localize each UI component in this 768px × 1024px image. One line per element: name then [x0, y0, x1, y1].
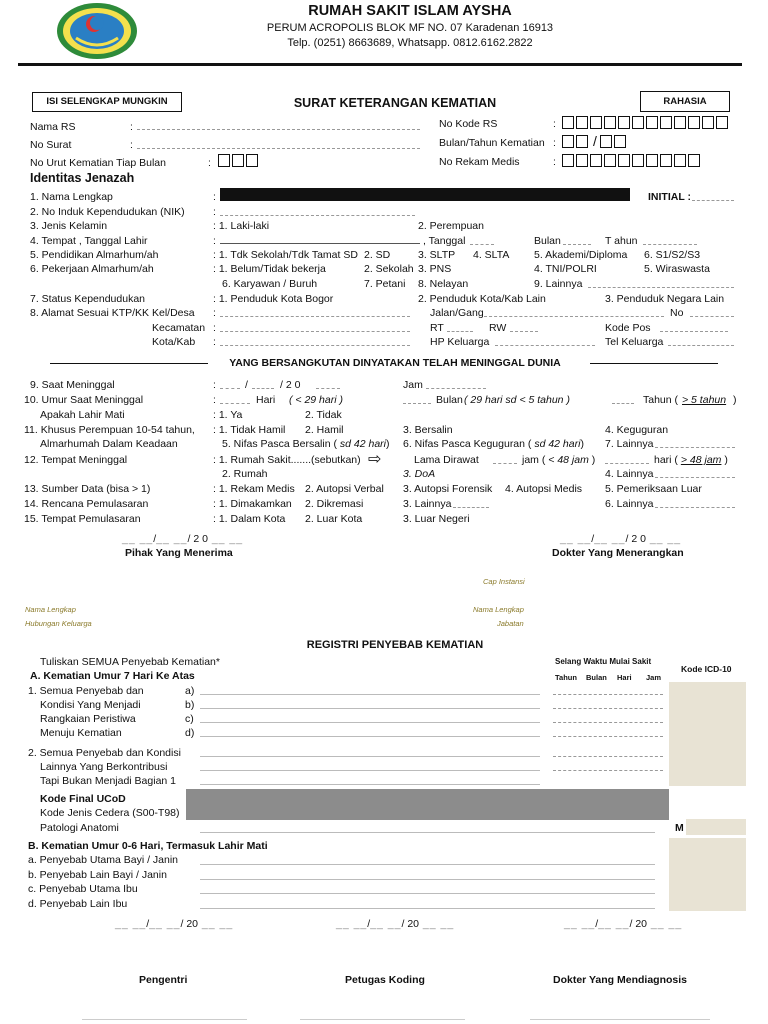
hari-dirawat-label: hari ( > 48 jam )	[654, 454, 728, 466]
row-khusus-perempuan-2: Almarhumah Dalam Keadaan	[40, 438, 178, 450]
kode-pos-field[interactable]	[660, 322, 728, 332]
b-b-label: b. Penyebab Lain Bayi / Janin	[28, 869, 167, 881]
bulan-tahun-boxes[interactable]: /	[562, 135, 628, 148]
bulan-label: Bulan	[534, 235, 561, 247]
lama-dirawat-label: Lama Dirawat	[414, 454, 479, 466]
jalan-field[interactable]	[484, 307, 664, 317]
rencana-option-6[interactable]: 6. Lainnya	[605, 498, 654, 510]
colon: :	[213, 394, 216, 406]
kel-desa-field[interactable]	[220, 307, 410, 317]
row-tempat-meninggal: 12. Tempat Meninggal	[24, 454, 128, 466]
jam-dirawat-label: jam ( < 48 jam )	[522, 454, 596, 466]
rahasia-label: RAHASIA	[640, 91, 730, 112]
row-alamat: 8. Alamat Sesuai KTP/KK	[30, 307, 150, 319]
no-kode-rs-label: No Kode RS	[439, 118, 498, 130]
rencana-option-1[interactable]: : 1. Dimakamkan	[213, 498, 292, 510]
tanggal-label: , Tanggal	[423, 235, 466, 247]
nik-field[interactable]	[220, 206, 415, 216]
row-tempat-lahir: 4. Tempat , Tanggal Lahir	[30, 235, 148, 247]
jam-label: Jam	[403, 379, 423, 391]
hospital-address: PERUM ACROPOLIS BLOK MF NO. 07 Karadenan 16913	[266, 22, 554, 34]
colon: :	[130, 139, 133, 151]
tempat-option-3[interactable]: 3. DoA	[403, 468, 436, 480]
b-d-field[interactable]	[200, 897, 655, 909]
bulan-umur-label: Bulan	[436, 394, 463, 406]
row-nama-lengkap: 1. Nama Lengkap	[30, 191, 113, 203]
b-a-label: a. Penyebab Utama Bayi / Janin	[28, 854, 179, 866]
pihak-menerima: Pihak Yang Menerima	[125, 547, 233, 559]
tahun-label: T ahun	[605, 235, 638, 247]
rencana-other-field[interactable]	[453, 498, 489, 508]
row-jenis-kelamin: 3. Jenis Kelamin	[30, 220, 108, 232]
no-urut-boxes[interactable]	[218, 154, 260, 167]
job-option-2[interactable]: 2. Sekolah	[364, 263, 414, 275]
edu-option-2[interactable]: 2. SD	[364, 249, 391, 261]
a1-label-3: Rangkaian Peristiwa	[40, 713, 136, 725]
death-section-title: YANG BERSANGKUTAN DINYATAKAN TELAH MENINGGAL DUNIA	[229, 357, 561, 369]
row-tempat-pemulasaran: 15. Tempat Pemulasaran	[24, 513, 141, 525]
tgl-meninggal-field[interactable]	[220, 379, 240, 389]
hari-dirawat-field[interactable]	[605, 454, 649, 464]
colon: :	[213, 379, 216, 391]
kondisi-option-3[interactable]: 3. Bersalin	[403, 424, 453, 436]
colon: :	[213, 322, 216, 334]
patologi-label: Patologi Anatomi	[40, 822, 119, 834]
lahir-mati-tidak[interactable]: 2. Tidak	[305, 409, 342, 421]
cause-b-label: b)	[185, 699, 195, 711]
tahun-field[interactable]	[643, 235, 697, 245]
rt-label: RT	[430, 322, 444, 334]
kode-final-label: Kode Final UCoD	[40, 793, 126, 805]
bulan-tahun-label: Bulan/Tahun Kematian	[439, 137, 545, 149]
row-rencana: 14. Rencana Pemulasaran	[24, 498, 149, 510]
edu-option-6[interactable]: 6. S1/S2/S3	[644, 249, 701, 261]
kota-kab-field[interactable]	[220, 336, 410, 346]
no-urut-label: No Urut Kematian Tiap Bulan	[30, 157, 166, 169]
selang-waktu: Selang Waktu Mulai Sakit	[555, 657, 652, 666]
jalan-label: Jalan/Gang	[430, 307, 484, 319]
cause-d-field[interactable]	[200, 725, 540, 737]
edu-option-3[interactable]: 3. SLTP	[418, 249, 456, 261]
no-kode-rs-boxes[interactable]	[562, 116, 730, 129]
date-pengentri[interactable]: __ __/__ __/ 20 __ __	[115, 918, 234, 930]
colon: :	[213, 206, 216, 218]
kota-kab-label: Kota/Kab	[152, 336, 196, 348]
kondisi-other-field[interactable]	[655, 438, 735, 448]
sumber-option-3[interactable]: 3. Autopsi Forensik	[403, 483, 493, 495]
row-nik: 2. No Induk Kependudukan (NIK)	[30, 206, 185, 218]
registry-title: REGISTRI PENYEBAB KEMATIAN	[306, 639, 484, 651]
initial-field[interactable]	[692, 191, 734, 201]
a2-label: 2. Semua Penyebab dan Kondisi	[28, 747, 181, 759]
tempat-other-field[interactable]	[655, 468, 735, 478]
kode-jenis-label: Kode Jenis Cedera (S00-T98)	[40, 807, 180, 819]
cap-instansi: Cap Instansi	[483, 577, 525, 586]
col-bulan: Bulan	[586, 673, 607, 682]
kode-pos-label: Kode Pos	[605, 322, 651, 334]
rencana-option-2[interactable]: 2. Dikremasi	[305, 498, 364, 510]
section-line-right	[590, 363, 718, 364]
header-divider	[18, 63, 742, 66]
cause-a-field[interactable]	[200, 683, 540, 695]
status-option-3[interactable]: 3. Penduduk Negara Lain	[605, 293, 725, 305]
kontribusi-field-3[interactable]	[200, 773, 540, 785]
rw-field[interactable]	[510, 322, 538, 332]
kondisi-option-4[interactable]: 4. Keguguran	[605, 424, 669, 436]
b-d-label: d. Penyebab Lain Ibu	[28, 898, 128, 910]
pemulasaran-option-2[interactable]: 2. Luar Kota	[305, 513, 363, 525]
bln-meninggal-field[interactable]	[252, 379, 274, 389]
job-option-7[interactable]: 7. Petani	[364, 278, 406, 290]
date-petugas[interactable]: __ __/__ __/ 20 __ __	[336, 918, 455, 930]
a2-label-2: Lainnya Yang Berkontribusi	[40, 761, 168, 773]
tel-keluarga-field[interactable]	[668, 336, 734, 346]
kontribusi-field-1[interactable]	[200, 745, 540, 757]
jam-dirawat-field[interactable]	[493, 454, 517, 464]
tempat-lahir-field[interactable]	[220, 234, 420, 244]
redacted-name-bar	[220, 188, 630, 201]
pengentri-label: Pengentri	[139, 974, 188, 986]
no-label: No	[670, 307, 684, 319]
a1-label: 1. Semua Penyebab dan	[28, 685, 144, 697]
hospital-logo	[56, 2, 138, 60]
col-tahun: Tahun	[555, 673, 577, 682]
section-line-left	[50, 363, 208, 364]
cause-c-field[interactable]	[200, 711, 540, 723]
a1-label-2: Kondisi Yang Menjadi	[40, 699, 141, 711]
morphology-m: M	[675, 822, 684, 834]
row-saat-meninggal: 9. Saat Meninggal	[30, 379, 115, 391]
identitas-heading: Identitas Jenazah	[30, 171, 135, 185]
job-option-3[interactable]: 3. PNS	[418, 263, 452, 275]
status-option-2[interactable]: 2. Penduduk Kota/Kab Lain	[418, 293, 546, 305]
hari-label: Hari	[256, 394, 276, 406]
date-dokter[interactable]: __ __/__ __/ 20 __ __	[564, 918, 683, 930]
sign-line-dokter[interactable]	[530, 1010, 710, 1020]
tanggal-field[interactable]	[470, 235, 494, 245]
kondisi-option-7[interactable]: 7. Lainnya	[605, 438, 654, 450]
arrow-icon: ⇨	[368, 451, 382, 468]
kode-icd-header: Kode ICD-10	[681, 664, 732, 674]
tel-keluarga-label: Tel Keluarga	[605, 336, 664, 348]
sumber-option-5[interactable]: 5. Pemeriksaan Luar	[605, 483, 702, 495]
tahun-umur-label: Tahun (	[643, 394, 679, 406]
patologi-code-box-fill	[686, 819, 746, 835]
section-b-title: B. Kematian Umur 0-6 Hari, Termasuk Lahir Mati	[28, 840, 268, 852]
rt-field[interactable]	[447, 322, 473, 332]
thn-meninggal-field[interactable]	[316, 379, 340, 389]
form-title: SURAT KETERANGAN KEMATIAN	[293, 96, 497, 110]
no-rekam-label: No Rekam Medis	[439, 156, 520, 168]
kondisi-option-1[interactable]: : 1. Tidak Hamil	[213, 424, 286, 436]
cause-b-field[interactable]	[200, 697, 540, 709]
kecamatan-label: Kecamatan	[152, 322, 206, 334]
nama-rs-label: Nama RS	[30, 121, 76, 133]
nama-rs-field[interactable]	[137, 120, 420, 130]
edu-option-1[interactable]: : 1. Tdk Sekolah/Tdk Tamat SD	[213, 249, 358, 261]
job-option-6[interactable]: 6. Karyawan / Buruh	[222, 278, 318, 290]
slash: /	[245, 379, 248, 391]
selang-a[interactable]	[553, 683, 663, 695]
sign-line-pengentri[interactable]	[82, 1010, 247, 1020]
colon: :	[213, 336, 216, 348]
job-option-1[interactable]: : 1. Belum/Tidak bekerja	[213, 263, 326, 275]
tempat-option-1[interactable]: : 1. Rumah Sakit.......(sebutkan)	[213, 454, 361, 466]
nama-lengkap-left: Nama Lengkap	[25, 605, 76, 614]
tempat-option-4[interactable]: 4. Lainnya	[605, 468, 654, 480]
cause-a-label: a)	[185, 685, 195, 697]
a2-label-3: Tapi Bukan Menjadi Bagian 1	[40, 775, 177, 787]
kecamatan-field[interactable]	[220, 322, 410, 332]
sumber-option-4[interactable]: 4. Autopsi Medis	[505, 483, 583, 495]
no-field[interactable]	[690, 307, 734, 317]
tahun-prefix: / 2 0	[280, 379, 301, 391]
edu-option-5[interactable]: 5. Akademi/Diploma	[534, 249, 628, 261]
b-a-field[interactable]	[200, 853, 655, 865]
initial-label: INITIAL :	[648, 191, 691, 203]
option-laki-laki[interactable]: : 1. Laki-laki	[213, 220, 270, 232]
row-pekerjaan: 6. Pekerjaan Almarhum/ah	[30, 263, 154, 275]
lahir-mati-ya[interactable]: : 1. Ya	[213, 409, 243, 421]
pemulasaran-option-3[interactable]: 3. Luar Negeri	[403, 513, 470, 525]
pemulasaran-option-1[interactable]: : 1. Dalam Kota	[213, 513, 286, 525]
hari-field[interactable]	[220, 394, 250, 404]
kondisi-option-6[interactable]: 6. Nifas Pasca Keguguran ( sd 42 hari)	[403, 438, 584, 450]
cause-d-label: d)	[185, 727, 195, 739]
b-c-label: c. Penyebab Utama Ibu	[28, 883, 138, 895]
job-option-9[interactable]: 9. Lainnya	[534, 278, 583, 290]
rw-label: RW	[489, 322, 507, 334]
option-perempuan[interactable]: 2. Perempuan	[418, 220, 484, 232]
jabatan: Jabatan	[497, 619, 524, 628]
status-option-1[interactable]: : 1. Penduduk Kota Bogor	[213, 293, 334, 305]
kondisi-option-2[interactable]: 2. Hamil	[305, 424, 344, 436]
kontribusi-field-2[interactable]	[200, 759, 540, 771]
kel-desa-label: Kel/Desa	[152, 307, 195, 319]
colon: :	[553, 118, 556, 130]
job-option-8[interactable]: 8. Nelayan	[418, 278, 469, 290]
col-hari: Hari	[617, 673, 632, 682]
no-surat-field[interactable]	[137, 139, 420, 149]
nama-lengkap-right: Nama Lengkap	[473, 605, 524, 614]
row-status: 7. Status Kependudukan	[30, 293, 146, 305]
bulan-umur-note: ( 29 hari sd < 5 tahun )	[464, 394, 570, 406]
hp-keluarga-field[interactable]	[495, 336, 595, 346]
dokter-mendiagnosis-label: Dokter Yang Mendiagnosis	[553, 974, 688, 986]
bulan-field[interactable]	[563, 235, 591, 245]
sign-line-petugas[interactable]	[300, 1010, 465, 1020]
no-rekam-boxes[interactable]	[562, 154, 702, 167]
tuliskan-label: Tuliskan SEMUA Penyebab Kematian*	[40, 656, 220, 668]
colon: :	[553, 137, 556, 149]
bulan-umur-field[interactable]	[403, 394, 431, 404]
cause-c-label: c)	[185, 713, 194, 725]
tahun-umur-note: > 5 tahun	[682, 394, 727, 406]
no-surat-label: No Surat	[30, 139, 72, 151]
petugas-koding-label: Petugas Koding	[345, 974, 425, 986]
icd-code-box-b[interactable]	[669, 838, 746, 911]
hari-note: ( < 29 hari )	[289, 394, 343, 406]
b-c-field[interactable]	[200, 882, 655, 894]
row-sumber-data: 13. Sumber Data (bisa > 1)	[24, 483, 151, 495]
lahir-mati-label: Apakah Lahir Mati	[40, 409, 125, 421]
colon: :	[208, 157, 211, 169]
row-pendidikan: 5. Pendidikan Almarhum/ah	[30, 249, 159, 261]
selang-f[interactable]	[553, 759, 663, 771]
selang-b[interactable]	[553, 697, 663, 709]
kode-final-box[interactable]	[186, 789, 669, 820]
hubungan-keluarga: Hubungan Keluarga	[25, 619, 92, 628]
hospital-contact: Telp. (0251) 8663689, Whatsapp. 0812.6162.2822	[287, 37, 533, 49]
job-other-field[interactable]	[588, 278, 734, 288]
rencana-other-field-2[interactable]	[655, 498, 735, 508]
tempat-option-2[interactable]: 2. Rumah	[222, 468, 268, 480]
col-jam: Jam	[646, 673, 662, 682]
tahun-umur-field[interactable]	[612, 394, 634, 404]
patologi-field[interactable]	[200, 821, 655, 833]
edu-option-4[interactable]: 4. SLTA	[473, 249, 510, 261]
isi-selengkap-label: ISI SELENGKAP MUNGKIN	[32, 92, 182, 112]
job-option-5[interactable]: 5. Wiraswasta	[644, 263, 710, 275]
colon: :	[213, 235, 216, 247]
selang-e[interactable]	[553, 745, 663, 757]
rencana-option-3[interactable]: 3. Lainnya	[403, 498, 452, 510]
sign-date-right[interactable]: __ __/__ __/ 2 0 __ __	[560, 533, 682, 545]
paren-close: )	[733, 394, 737, 406]
sumber-option-2[interactable]: 2. Autopsi Verbal	[305, 483, 384, 495]
colon: :	[553, 156, 556, 168]
selang-d[interactable]	[553, 725, 663, 737]
row-khusus-perempuan: 11. Khusus Perempuan 10-54 tahun,	[24, 424, 195, 436]
hp-keluarga-label: HP Keluarga	[430, 336, 490, 348]
sumber-option-1[interactable]: : 1. Rekam Medis	[213, 483, 295, 495]
colon: :	[213, 191, 216, 203]
icd-code-box-a[interactable]	[669, 682, 746, 786]
sign-date-left[interactable]: __ __/__ __/ 2 0 __ __	[122, 533, 244, 545]
section-a-title: A. Kematian Umur 7 Hari Ke Atas	[30, 670, 195, 682]
a1-label-4: Menuju Kematian	[40, 727, 122, 739]
dokter-menerangkan: Dokter Yang Menerangkan	[552, 547, 684, 559]
jam-field[interactable]	[426, 379, 486, 389]
colon: :	[213, 307, 216, 319]
colon: :	[130, 121, 133, 133]
hospital-name: RUMAH SAKIT ISLAM AYSHA	[308, 3, 512, 19]
kondisi-option-5[interactable]: 5. Nifas Pasca Bersalin ( sd 42 hari)	[222, 438, 390, 450]
b-b-field[interactable]	[200, 868, 655, 880]
row-umur: 10. Umur Saat Meninggal	[24, 394, 144, 406]
job-option-4[interactable]: 4. TNI/POLRI	[534, 263, 597, 275]
selang-c[interactable]	[553, 711, 663, 723]
